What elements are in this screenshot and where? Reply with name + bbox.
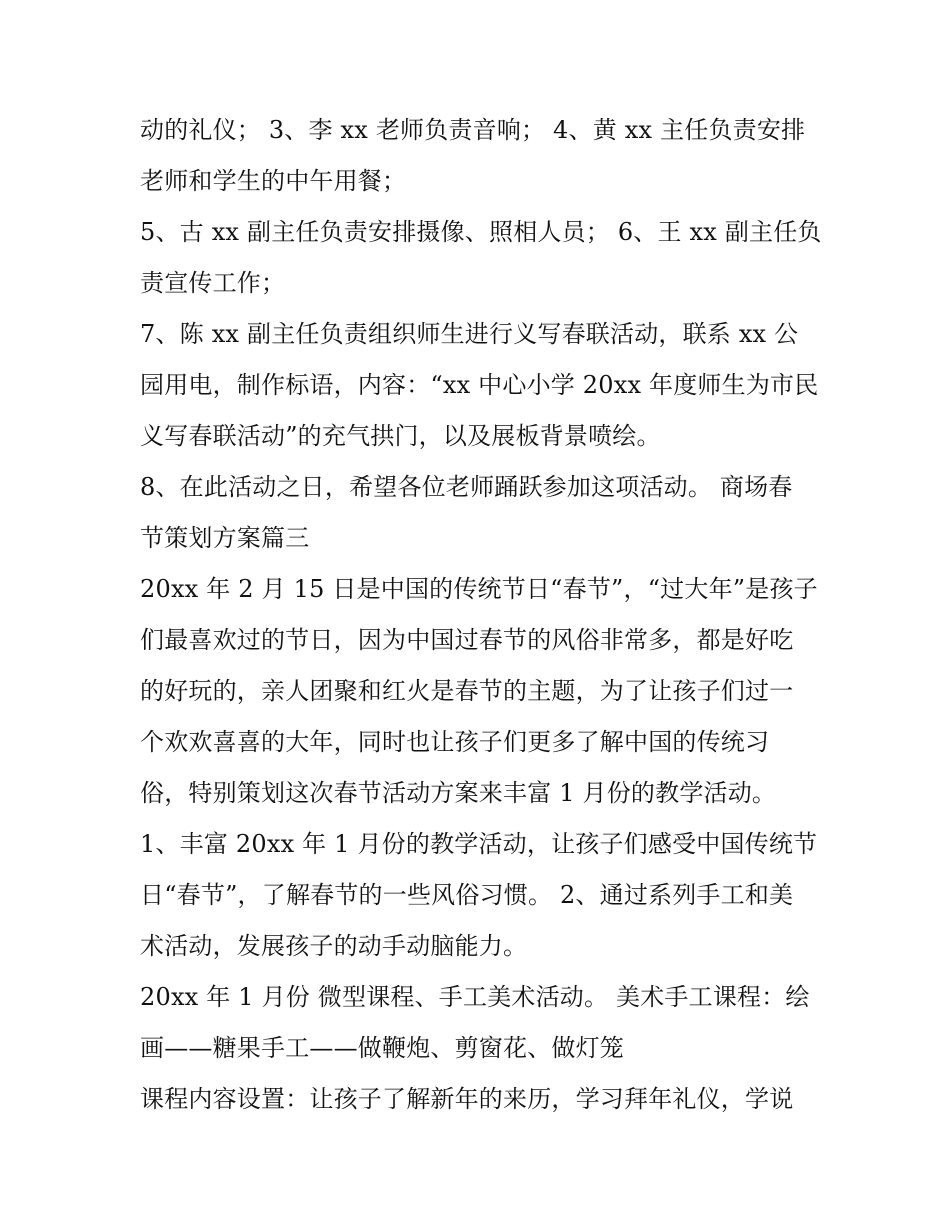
text-line: 7、陈 xx 副主任负责组织师生进行义写春联活动，联系 xx 公 xyxy=(140,320,799,348)
section-heading-line: 节策划方案篇三 xyxy=(140,524,310,552)
text-line: 园用电，制作标语，内容：“xx 中心小学 20xx 年度师生为市民 xyxy=(140,371,819,399)
text-line: 责宣传工作； xyxy=(140,269,286,297)
text-line: 8、在此活动之日，希望各位老师踊跃参加这项活动。 商场春 xyxy=(140,473,793,501)
text-line: 1、丰富 20xx 年 1 月份的教学活动，让孩子们感受中国传统节 xyxy=(140,830,818,858)
text-line: 画——糖果手工——做鞭炮、剪窗花、做灯笼 xyxy=(140,1034,624,1062)
text-line: 5、古 xx 副主任负责安排摄像、照相人员； 6、王 xx 副主任负 xyxy=(140,218,822,246)
text-line: 的好玩的，亲人团聚和红火是春节的主题，为了让孩子们过一 xyxy=(140,677,794,705)
document-body xyxy=(140,108,830,1128)
text-line: 老师和学生的中午用餐； xyxy=(140,167,407,195)
text-line: 个欢欢喜喜的大年，同时也让孩子们更多了解中国的传统习 xyxy=(140,728,770,756)
text-line: 20xx 年 1 月份 微型课程、手工美术活动。 美术手工课程：绘 xyxy=(140,983,810,1011)
text-line: 日“春节”，了解春节的一些风俗习惯。 2、通过系列手工和美 xyxy=(140,881,794,909)
text-line: 课程内容设置：让孩子了解新年的来历，学习拜年礼仪，学说 xyxy=(140,1085,794,1113)
text-line: 动的礼仪； 3、李 xx 老师负责音响； 4、黄 xx 主任负责安排 xyxy=(140,116,806,144)
text-line: 们最喜欢过的节日，因为中国过春节的风俗非常多，都是好吃 xyxy=(140,626,794,654)
text-line: 俗，特别策划这次春节活动方案来丰富 1 月份的教学活动。 xyxy=(140,779,777,807)
text-line: 20xx 年 2 月 15 日是中国的传统节日“春节”，“过大年”是孩子 xyxy=(140,575,818,603)
text-line: 义写春联活动”的充气拱门，以及展板背景喷绘。 xyxy=(140,422,661,450)
text-line: 术活动，发展孩子的动手动脑能力。 xyxy=(140,932,528,960)
